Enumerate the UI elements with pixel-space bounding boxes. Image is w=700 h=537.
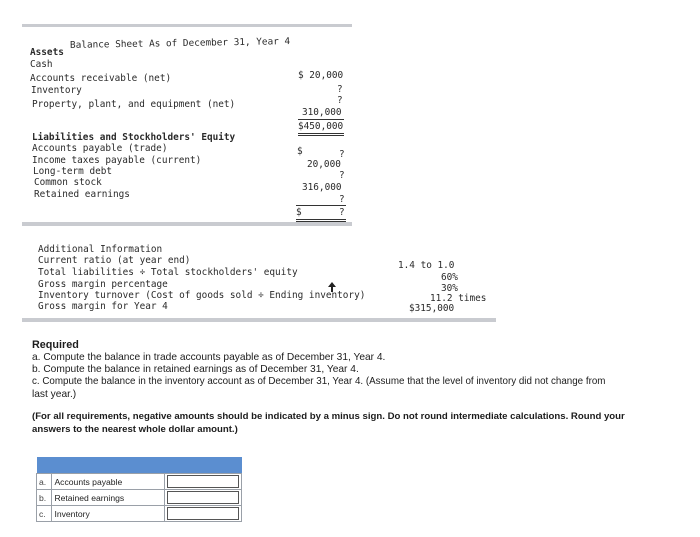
additional-value-liab-equity: 60% (441, 272, 458, 283)
asset-label-cash: Cash (30, 59, 53, 70)
required-c-line-2: last year.) (32, 389, 77, 400)
additional-value-inventory-turnover: 11.2 times (430, 293, 487, 304)
divider-additional (22, 318, 496, 322)
asset-label-ar: Accounts receivable (net) (30, 73, 172, 84)
answer-row-retained-earnings (37, 490, 242, 506)
liab-total-dollar-sign: $ (296, 207, 302, 218)
inventory-input[interactable] (167, 507, 239, 520)
assets-total-rule-1 (298, 133, 344, 134)
asset-label-inventory: Inventory (31, 85, 82, 96)
additional-label-gross-margin-y4: Gross margin for Year 4 (38, 301, 168, 312)
additional-heading: Additional Information (38, 244, 163, 255)
liab-dollar-sign: $ (297, 146, 303, 157)
required-heading: Required (32, 339, 79, 351)
additional-label-gross-margin-pct: Gross margin percentage (38, 279, 168, 290)
liab-value-income-tax: 20,000 (307, 159, 341, 170)
liab-total-rule-1 (296, 219, 346, 220)
assets-total-rule-2 (298, 135, 344, 136)
liab-subtotal-rule (296, 205, 346, 206)
answer-row-index: b. (37, 490, 52, 506)
additional-value-current-ratio: 1.4 to 1.0 (398, 260, 455, 271)
asset-value-ar: ? (337, 84, 343, 95)
answer-cell (164, 490, 241, 506)
liab-label-income-tax: Income taxes payable (current) (32, 155, 202, 166)
liab-value-ap: ? (339, 149, 345, 160)
liab-label-retained: Retained earnings (34, 189, 130, 200)
assets-heading: Assets (30, 47, 64, 58)
asset-value-cash: $ 20,000 (298, 70, 344, 81)
additional-value-gross-margin-pct: 30% (441, 283, 458, 294)
answer-row-label: Accounts payable (52, 474, 164, 490)
answer-row-accounts-payable (37, 474, 242, 490)
instructions-line-1: (For all requirements, negative amounts should be indicated by a minus sign. Do not round intermediate calculations. Round your (32, 411, 625, 422)
cursor-icon (328, 279, 336, 289)
required-c-line-1: c. Compute the balance in the inventory account as of December 31, Year 4. (Assume that the level of inventory did not change from (32, 376, 606, 387)
balance-sheet-title: Balance Sheet As of December 31, Year 4 (69, 36, 291, 51)
asset-label-ppe: Property, plant, and equipment (net) (32, 99, 236, 110)
liab-value-retained: ? (339, 194, 345, 205)
divider-balance-sheet (22, 222, 352, 226)
required-b: b. Compute the balance in retained earnings as of December 31, Year 4. (32, 364, 359, 375)
answer-row-index: a. (37, 474, 52, 490)
answer-row-label: Retained earnings (52, 490, 164, 506)
asset-value-inventory: ? (337, 95, 343, 106)
liabilities-heading: Liabilities and Stockholders' Equity (32, 132, 236, 143)
additional-label-inventory-turnover: Inventory turnover (Cost of goods sold ÷ Ending inventory) (38, 290, 366, 301)
additional-value-gross-margin-y4: $315,000 (409, 303, 455, 314)
additional-label-liab-equity: Total liabilities ÷ Total stockholders' equity (38, 267, 298, 278)
liab-label-common-stock: Common stock (34, 177, 102, 188)
liab-value-common-stock: 316,000 (302, 182, 342, 193)
asset-value-ppe: 310,000 (302, 107, 342, 118)
additional-label-current-ratio: Current ratio (at year end) (38, 255, 191, 266)
liab-label-ap: Accounts payable (trade) (32, 143, 168, 154)
answer-cell (164, 474, 241, 490)
assets-total: $450,000 (298, 121, 344, 132)
answer-table-header (37, 457, 242, 474)
instructions-line-2: answers to the nearest whole dollar amount.) (32, 424, 238, 435)
liab-total: ? (339, 207, 345, 218)
answer-table (36, 457, 242, 522)
answer-cell (164, 506, 241, 522)
liab-value-lt-debt: ? (339, 170, 345, 181)
answer-row-label: Inventory (52, 506, 164, 522)
answer-row-index: c. (37, 506, 52, 522)
divider-top (22, 24, 352, 27)
assets-subtotal-rule (298, 119, 344, 120)
retained-earnings-input[interactable] (167, 491, 239, 504)
accounts-payable-input[interactable] (167, 475, 239, 488)
answer-row-inventory (37, 506, 242, 522)
liab-label-lt-debt: Long-term debt (33, 166, 113, 177)
required-a: a. Compute the balance in trade accounts payable as of December 31, Year 4. (32, 352, 386, 363)
